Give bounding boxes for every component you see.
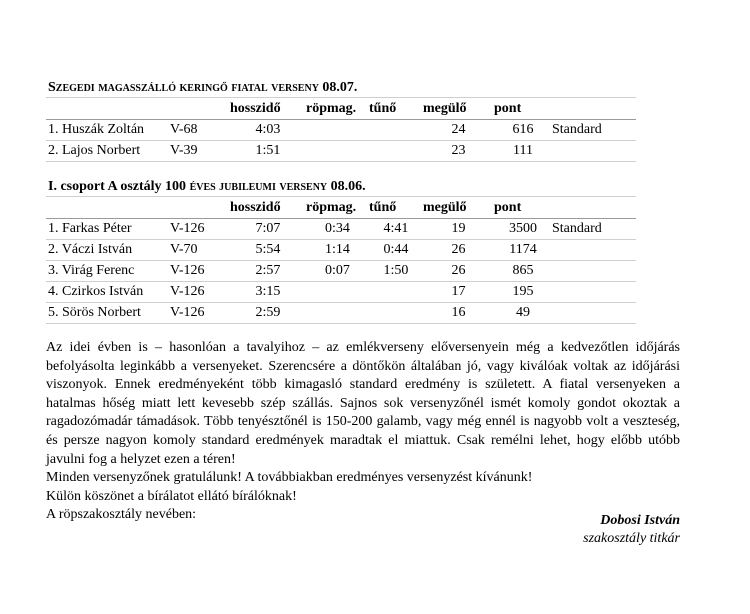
hosszido-value: 2:57	[230, 261, 306, 282]
tuno-value: 4:41	[369, 219, 423, 240]
thanks-line: Külön köszönet a bírálatot ellátó bírálóknak!	[46, 488, 297, 504]
ropmag-value	[306, 282, 369, 303]
section1-title-prefix: S	[48, 80, 56, 95]
tuno-value	[369, 120, 423, 141]
standard-value	[552, 240, 636, 261]
hosszido-value: 1:51	[230, 141, 306, 162]
megulo-value: 26	[423, 240, 494, 261]
ropmag-value	[306, 141, 369, 162]
standard-value: Standard	[552, 219, 636, 240]
report-body	[46, 339, 680, 525]
ropmag-value: 0:34	[306, 219, 369, 240]
header-cell	[552, 197, 636, 219]
standard-value	[552, 141, 636, 162]
table-row	[46, 120, 636, 141]
standard-value: Standard	[552, 120, 636, 141]
header-cell	[46, 197, 170, 219]
tuno-value: 0:44	[369, 240, 423, 261]
header-hosszido: hosszidő	[230, 197, 306, 219]
competitor-name: 1. Farkas Péter	[46, 219, 170, 240]
megulo-value: 24	[423, 120, 494, 141]
tuno-value	[369, 282, 423, 303]
hosszido-value: 2:59	[230, 303, 306, 324]
table-row	[46, 303, 636, 324]
competitor-name: 3. Virág Ferenc	[46, 261, 170, 282]
header-tuno: tűnő	[369, 197, 423, 219]
pigeon-id: V-126	[170, 303, 230, 324]
header-pont: pont	[494, 197, 552, 219]
header-pont: pont	[494, 98, 552, 120]
section2-title-prefix: I. csoport A osztály 100	[48, 179, 187, 194]
megulo-value: 19	[423, 219, 494, 240]
megulo-value: 26	[423, 261, 494, 282]
pigeon-id: V-126	[170, 219, 230, 240]
ropmag-value	[306, 303, 369, 324]
header-cell	[170, 197, 230, 219]
competitor-name: 4. Czirkos István	[46, 282, 170, 303]
pigeon-id: V-68	[170, 120, 230, 141]
signatory-name: Dobosi István	[600, 513, 680, 528]
report-paragraph: Az idei évben is – hasonlóan a tavalyihoz – az emlékverseny előversenyein még a kedvezőtlen időjárás befolyásolta leginkább a versenyeket. Szerencsére a döntőkön általában jó, vagy kiválóak voltak az időjárási viszonyok. Ennek eredményeként több kimagasló standard eredmény is született. A fiatal versenyeken a hatalmas hőség miatt lett kevesebb szép szállás. Sajnos sok versenyzőnél ismét komoly gondot okoztak a ragadozómadár támadások. Több tenyésztőnél is 150-200 galamb, vagy még ennél is nagyobb volt a veszteség, és persze nagyon komoly standard eredmények maradtak el miattuk. Csak remélni lehet, hogy előbb utóbb javulni fog a helyzet ezen a téren!	[46, 340, 680, 467]
tuno-value: 1:50	[369, 261, 423, 282]
pigeon-id: V-39	[170, 141, 230, 162]
section1-title-date: 08.07.	[322, 80, 358, 95]
competitor-name: 1. Huszák Zoltán	[46, 120, 170, 141]
hosszido-value: 5:54	[230, 240, 306, 261]
standard-value	[552, 303, 636, 324]
competitor-name: 2. Lajos Norbert	[46, 141, 170, 162]
header-ropmag: röpmag.	[306, 197, 369, 219]
pont-value: 616	[494, 120, 552, 141]
megulo-value: 17	[423, 282, 494, 303]
section2-results-table	[46, 196, 636, 324]
competitor-name: 5. Sörös Norbert	[46, 303, 170, 324]
section2-title	[48, 179, 366, 195]
section2-title-date: 08.06.	[330, 179, 366, 194]
signatory-role: szakosztály titkár	[583, 531, 680, 546]
pont-value: 195	[494, 282, 552, 303]
signature-block	[583, 512, 680, 548]
section1-title-smallcaps: zegedi magasszálló keringő fiatal verseny	[55, 80, 319, 95]
header-tuno: tűnő	[369, 98, 423, 120]
tuno-value	[369, 303, 423, 324]
ropmag-value: 1:14	[306, 240, 369, 261]
hosszido-value: 3:15	[230, 282, 306, 303]
pont-value: 1174	[494, 240, 552, 261]
header-ropmag: röpmag.	[306, 98, 369, 120]
header-megulo: megülő	[423, 98, 494, 120]
pigeon-id: V-126	[170, 261, 230, 282]
table-row	[46, 261, 636, 282]
pont-value: 865	[494, 261, 552, 282]
section2-title-smallcaps: éves jubileumi verseny	[186, 179, 328, 194]
pigeon-id: V-70	[170, 240, 230, 261]
standard-value	[552, 261, 636, 282]
header-cell	[552, 98, 636, 120]
header-megulo: megülő	[423, 197, 494, 219]
tuno-value	[369, 141, 423, 162]
section1-title	[48, 80, 357, 96]
hosszido-value: 4:03	[230, 120, 306, 141]
pont-value: 3500	[494, 219, 552, 240]
header-hosszido: hosszidő	[230, 98, 306, 120]
table-header-row	[46, 197, 636, 219]
table-row	[46, 240, 636, 261]
header-cell	[170, 98, 230, 120]
pont-value: 49	[494, 303, 552, 324]
megulo-value: 16	[423, 303, 494, 324]
on-behalf-line: A röpszakosztály nevében:	[46, 507, 197, 523]
pigeon-id: V-126	[170, 282, 230, 303]
table-header-row	[46, 98, 636, 120]
pont-value: 111	[494, 141, 552, 162]
ropmag-value: 0:07	[306, 261, 369, 282]
table-row	[46, 219, 636, 240]
ropmag-value	[306, 120, 369, 141]
congratulation-line: Minden versenyzőnek gratulálunk! A továbbiakban eredményes versenyzést kívánunk!	[46, 470, 533, 486]
table-row	[46, 141, 636, 162]
megulo-value: 23	[423, 141, 494, 162]
table-row	[46, 282, 636, 303]
section1-results-table	[46, 97, 636, 162]
hosszido-value: 7:07	[230, 219, 306, 240]
competitor-name: 2. Váczi István	[46, 240, 170, 261]
header-cell	[46, 98, 170, 120]
standard-value	[552, 282, 636, 303]
